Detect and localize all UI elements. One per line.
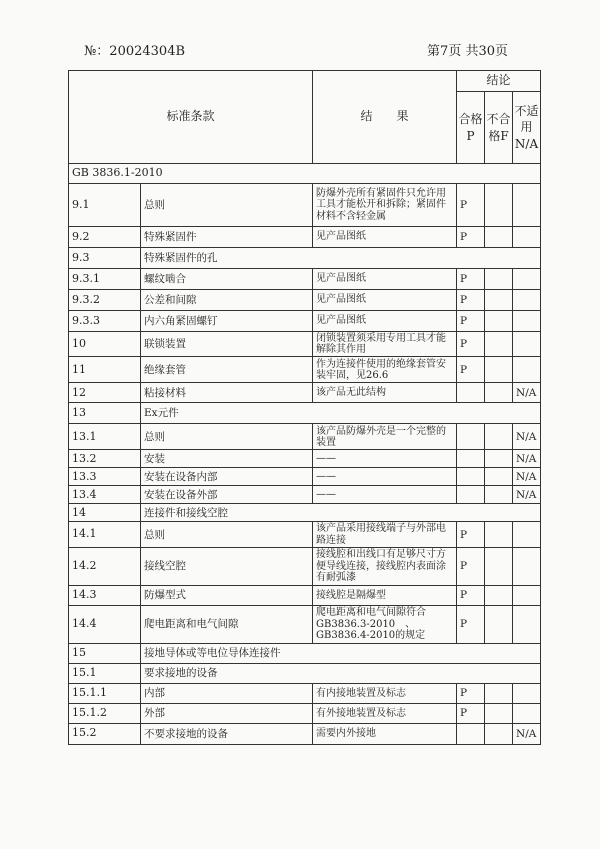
pass-cell — [457, 468, 485, 486]
table-row — [69, 332, 541, 357]
clause-title: 连接件和接线空腔 — [141, 504, 541, 522]
fail-cell — [485, 547, 513, 585]
na-cell — [513, 605, 541, 643]
pass-cell: P — [457, 605, 485, 643]
pass-header-label: 合格P — [458, 112, 483, 143]
clause-title: 外部 — [141, 703, 313, 723]
verdict-column-header: 结论 — [457, 71, 541, 92]
table-row — [69, 184, 541, 227]
pass-cell: P — [457, 227, 485, 248]
clause-number: 14 — [69, 504, 141, 522]
na-cell: N/A — [513, 486, 541, 504]
table-row — [69, 547, 541, 585]
na-cell — [513, 332, 541, 357]
result-text: 防爆外壳所有紧固件只允许用工具才能松开和拆除；紧固件材料不含轻金属 — [313, 184, 457, 227]
clause-number: 14.2 — [69, 547, 141, 585]
standard-section-title: GB 3836.1-2010 — [69, 164, 541, 184]
table-row — [69, 504, 541, 522]
result-text: 闭锁装置须采用专用工具才能解除其作用 — [313, 332, 457, 357]
na-cell: N/A — [513, 383, 541, 403]
fail-cell — [485, 383, 513, 403]
fail-cell — [485, 486, 513, 504]
na-cell — [513, 547, 541, 585]
pass-cell: P — [457, 585, 485, 605]
result-text: 见产品图纸 — [313, 269, 457, 290]
result-text: 爬电距离和电气间隙符合GB3836.3-2010 、GB3836.4-2010的规定 — [313, 605, 457, 643]
clause-title: 内部 — [141, 683, 313, 703]
fail-cell — [485, 227, 513, 248]
result-text: —— — [313, 486, 457, 504]
fail-cell — [485, 585, 513, 605]
pass-cell: P — [457, 332, 485, 357]
result-column-header: 结 果 — [313, 71, 457, 164]
fail-cell — [485, 290, 513, 311]
clause-title: 防爆型式 — [141, 585, 313, 605]
clause-number: 10 — [69, 332, 141, 357]
clause-title: 接地导体或等电位导体连接件 — [141, 643, 541, 663]
clause-number: 9.3.1 — [69, 269, 141, 290]
fail-cell — [485, 703, 513, 723]
clause-title: 特殊紧固件 — [141, 227, 313, 248]
clause-title: 特殊紧固件的孔 — [141, 248, 541, 269]
table-row — [69, 290, 541, 311]
fail-cell — [485, 522, 513, 547]
na-cell: N/A — [513, 424, 541, 450]
clause-title: 螺纹啮合 — [141, 269, 313, 290]
result-text: —— — [313, 450, 457, 468]
clause-title: 不要求接地的设备 — [141, 723, 313, 744]
clause-number: 11 — [69, 357, 141, 383]
table-row — [69, 703, 541, 723]
result-text: 作为连接件使用的绝缘套管安装牢固，见26.6 — [313, 357, 457, 383]
pass-cell: P — [457, 290, 485, 311]
na-cell — [513, 311, 541, 332]
pass-cell — [457, 424, 485, 450]
na-cell — [513, 585, 541, 605]
table-row — [69, 522, 541, 547]
na-column-header — [513, 92, 541, 164]
clause-title: 要求接地的设备 — [141, 663, 541, 683]
clause-number: 14.1 — [69, 522, 141, 547]
clause-number: 14.4 — [69, 605, 141, 643]
table-row — [69, 248, 541, 269]
pass-cell — [457, 450, 485, 468]
na-cell: N/A — [513, 450, 541, 468]
clause-title: 安装在设备外部 — [141, 486, 313, 504]
result-text: 该产品采用接线端子与外部电路连接 — [313, 522, 457, 547]
page-indicator: 第7页 共30页 — [427, 44, 508, 59]
table-row — [69, 663, 541, 683]
standard-compliance-table — [68, 70, 541, 745]
result-text: 该产品防爆外壳是一个完整的装置 — [313, 424, 457, 450]
table-row — [69, 311, 541, 332]
clause-number: 13.3 — [69, 468, 141, 486]
fail-header-label: 不合格F — [486, 112, 511, 143]
na-cell: N/A — [513, 723, 541, 744]
result-text: 需要内外接地 — [313, 723, 457, 744]
clause-title: 联锁装置 — [141, 332, 313, 357]
pass-cell: P — [457, 269, 485, 290]
fail-cell — [485, 269, 513, 290]
fail-cell — [485, 424, 513, 450]
clause-title: 内六角紧固螺钉 — [141, 311, 313, 332]
pass-cell: P — [457, 683, 485, 703]
fail-cell — [485, 357, 513, 383]
clause-number: 15.1.1 — [69, 683, 141, 703]
na-cell — [513, 683, 541, 703]
na-cell — [513, 184, 541, 227]
clause-title: 粘接材料 — [141, 383, 313, 403]
na-cell — [513, 290, 541, 311]
pass-cell: P — [457, 703, 485, 723]
pass-cell: P — [457, 184, 485, 227]
table-row — [69, 468, 541, 486]
clause-title: 爬电距离和电气间隙 — [141, 605, 313, 643]
clause-title: 接线空腔 — [141, 547, 313, 585]
result-text: 该产品无此结构 — [313, 383, 457, 403]
table-rows — [69, 184, 541, 745]
clause-number: 9.1 — [69, 184, 141, 227]
clause-column-header: 标准条款 — [69, 71, 313, 164]
fail-cell — [485, 468, 513, 486]
fail-cell — [485, 723, 513, 744]
fail-cell — [485, 683, 513, 703]
pass-column-header — [457, 92, 485, 164]
table-row — [69, 424, 541, 450]
table-row — [69, 269, 541, 290]
result-text: 见产品图纸 — [313, 227, 457, 248]
clause-number: 15.1.2 — [69, 703, 141, 723]
clause-number: 14.3 — [69, 585, 141, 605]
clause-number: 13.2 — [69, 450, 141, 468]
result-text: 接线腔和出线口有足够尺寸方便导线连接，接线腔内表面涂有耐弧漆 — [313, 547, 457, 585]
fail-cell — [485, 184, 513, 227]
clause-number: 13.4 — [69, 486, 141, 504]
table-row — [69, 450, 541, 468]
na-cell — [513, 227, 541, 248]
clause-number: 15 — [69, 643, 141, 663]
clause-title: 总则 — [141, 184, 313, 227]
result-text: 见产品图纸 — [313, 290, 457, 311]
pass-cell — [457, 383, 485, 403]
na-cell — [513, 703, 541, 723]
fail-cell — [485, 332, 513, 357]
clause-number: 9.3.3 — [69, 311, 141, 332]
fail-cell — [485, 311, 513, 332]
table-row — [69, 383, 541, 403]
table-row — [69, 227, 541, 248]
result-text: 见产品图纸 — [313, 311, 457, 332]
table-row — [69, 585, 541, 605]
pass-cell — [457, 723, 485, 744]
clause-number: 15.2 — [69, 723, 141, 744]
clause-number: 13 — [69, 403, 141, 424]
fail-column-header — [485, 92, 513, 164]
pass-cell: P — [457, 357, 485, 383]
result-text: 接线腔是隔爆型 — [313, 585, 457, 605]
clause-title: 公差和间隙 — [141, 290, 313, 311]
clause-title: 安装在设备内部 — [141, 468, 313, 486]
clause-title: 总则 — [141, 424, 313, 450]
result-text: —— — [313, 468, 457, 486]
clause-title: 总则 — [141, 522, 313, 547]
clause-number: 9.3.2 — [69, 290, 141, 311]
na-cell: N/A — [513, 468, 541, 486]
pass-cell: P — [457, 522, 485, 547]
result-text: 有内接地装置及标志 — [313, 683, 457, 703]
na-header-label: 不适用N/A — [514, 104, 539, 151]
na-cell — [513, 269, 541, 290]
table-row — [69, 605, 541, 643]
clause-number: 9.3 — [69, 248, 141, 269]
pass-cell — [457, 486, 485, 504]
table-row — [69, 357, 541, 383]
clause-number: 9.2 — [69, 227, 141, 248]
clause-title: 绝缘套管 — [141, 357, 313, 383]
na-cell — [513, 357, 541, 383]
table-row — [69, 723, 541, 744]
clause-number: 15.1 — [69, 663, 141, 683]
clause-number: 12 — [69, 383, 141, 403]
na-cell — [513, 522, 541, 547]
table-row — [69, 683, 541, 703]
table-row — [69, 486, 541, 504]
table-row — [69, 643, 541, 663]
table-row — [69, 403, 541, 424]
fail-cell — [485, 605, 513, 643]
pass-cell: P — [457, 311, 485, 332]
document-number: №：20024304B — [84, 44, 186, 59]
clause-number: 13.1 — [69, 424, 141, 450]
pass-cell: P — [457, 547, 485, 585]
result-text: 有外接地装置及标志 — [313, 703, 457, 723]
clause-title: Ex元件 — [141, 403, 541, 424]
fail-cell — [485, 450, 513, 468]
clause-title: 安装 — [141, 450, 313, 468]
